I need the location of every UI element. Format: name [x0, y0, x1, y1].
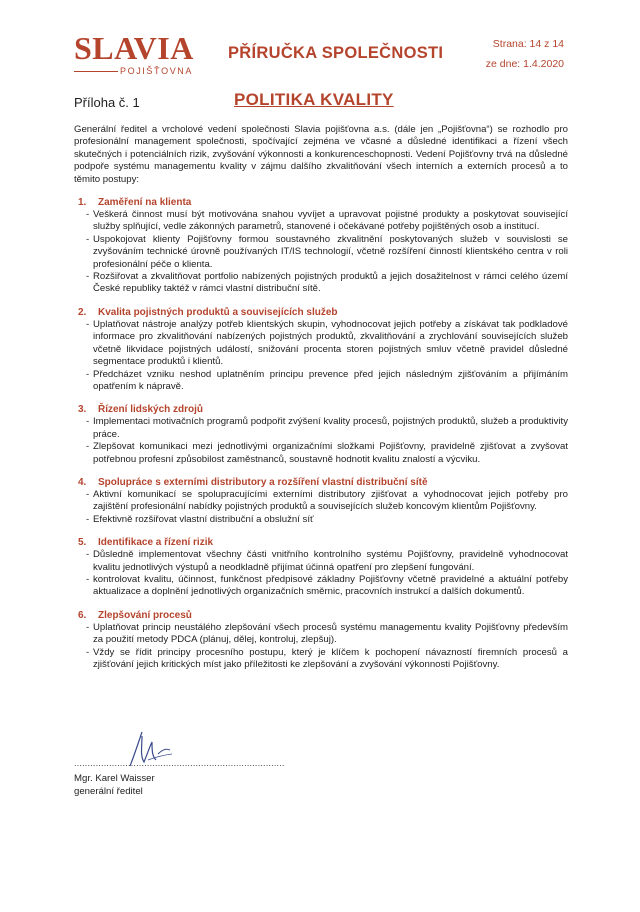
policy-section — [74, 609, 568, 672]
section-title: Spolupráce s externími distributory a rozšíření vlastní distribuční sítě — [98, 476, 428, 488]
section-number: 2. — [78, 306, 87, 318]
section-heading — [74, 196, 568, 209]
signature-line: .............................................................................. — [74, 758, 285, 768]
section-items — [74, 622, 568, 672]
list-item: - Uplatňovat nástroje analýzy potřeb klientských skupin, vyhodnocovat jejich potřeby a získávat tak podkladové informace pro zkvalitňování nabízených pojistných produktů, zkvalitňování a zrychlování souvisejících služeb včetně likvidace pojistných událostí, snižování procenta storen pojistných smluv včetně pravidel důsledné segmentace produktů i klientů. — [74, 319, 568, 369]
section-number: 5. — [78, 537, 87, 549]
list-item: - Vždy se řídit principy procesního postupu, který je klíčem k pochopení návazností firemních procesů a zjišťování jejich kritických míst jako příležitosti ke zlepšování a zvyšování výkonnosti Pojišťovny. — [74, 647, 568, 672]
section-number: 4. — [78, 476, 87, 488]
section-heading — [74, 403, 568, 416]
list-item: - Rozšiřovat a zkvalitňovat portfolio nabízených pojistných produktů a jejich dosažitelnost v rámci celého území České republiky taktéž v rámci vlastní distribuční sítě. — [74, 271, 568, 296]
section-number: 1. — [78, 197, 87, 209]
section-items — [74, 209, 568, 296]
section-items — [74, 489, 568, 526]
list-item: - Implementaci motivačních programů podpořit zvýšení kvality procesů, pojistných produktů, služeb a produktivity práce. — [74, 416, 568, 441]
section-title: Zlepšování procesů — [98, 609, 192, 621]
list-item: - Aktivní komunikací se spolupracujícími externími distributory zjišťovat a vyhodnocovat jejich potřeby pro zajištění profesionální nabídky pojistných produktů a souvisejících služeb koncovým klientům Pojišťovny. — [74, 489, 568, 514]
section-heading — [74, 536, 568, 549]
list-item: - Zlepšovat komunikaci mezi jednotlivými organizačními složkami Pojišťovny, pravidelně zjišťovat a zvyšovat potřebnou profesní způsobilost zaměstnanců, soustavně hodnotit kvalitu znalostí a výcviku. — [74, 441, 568, 466]
policy-sections — [74, 196, 568, 671]
policy-section — [74, 536, 568, 599]
signer-block — [74, 772, 155, 798]
section-items — [74, 319, 568, 393]
section-heading — [74, 609, 568, 622]
intro-paragraph: Generální ředitel a vrcholové vedení společnosti Slavia pojišťovna a.s. (dále jen „Pojišťovna“) se rozhodlo pro profesionální management společnosti, spočívající zejména ve včasné a důsledné identifikaci a řízení všech skutečných i potenciálních rizik, zvyšování výkonnosti a konkurenceschopnosti. Vedení Pojišťovny trvá na důsledné podpoře systému managementu kvality v zájmu dalšího zkvalitňování všech interních a externích procesů a to těmito postupy: — [74, 124, 568, 185]
logo-subtitle — [74, 65, 194, 77]
logo-rule — [74, 71, 118, 72]
signer-role: generální ředitel — [74, 786, 143, 797]
list-item: - kontrolovat kvalitu, účinnost, funkčnost předpisové základny Pojišťovny včetně pravidelné a aktuální potřeby aktualizace a doplnění jednotlivých organizačních směrnic, pracovních instrukcí a dalších dokumentů. — [74, 574, 568, 599]
policy-section — [74, 476, 568, 526]
section-title: Identifikace a řízení rizik — [98, 537, 214, 549]
section-heading — [74, 306, 568, 319]
logo-subtitle-text: POJIŠŤOVNA — [120, 66, 194, 76]
list-item: - Efektivně rozšiřovat vlastní distribuční a obslužní síť — [74, 514, 568, 526]
section-number: 6. — [78, 609, 87, 621]
list-item: - Uplatňovat princip neustálého zlepšování všech procesů systému managementu kvality Pojišťovny především za použití metody PDCA (plánuj, dělej, kontroluj, zlepšuj). — [74, 622, 568, 647]
section-title: Kvalita pojistných produktů a souvisejících služeb — [98, 306, 338, 318]
list-item: - Důsledně implementovat všechny části vnitřního kontrolního systému Pojišťovny, pravidelně vyhodnocovat kvalitu jednotlivých výstupů a neodkladně přijímat účinná opatření pro zlepšení fungování. — [74, 549, 568, 574]
page-number: Strana: 14 z 14 — [492, 38, 564, 50]
policy-section — [74, 196, 568, 296]
document-date: ze dne: 1.4.2020 — [485, 58, 564, 70]
policy-section — [74, 306, 568, 393]
section-title: Řízení lidských zdrojů — [98, 404, 204, 416]
section-items — [74, 416, 568, 466]
list-item: - Předcházet vzniku neshod uplatněním principu prevence před jejich následným zjišťováním a přijímáním opatřením k nápravě. — [74, 369, 568, 394]
section-items — [74, 549, 568, 599]
section-number: 3. — [78, 404, 87, 416]
section-heading — [74, 476, 568, 489]
document-body — [74, 124, 568, 681]
policy-title: POLITIKA KVALITY — [234, 90, 394, 109]
section-title: Zaměření na klienta — [98, 197, 192, 209]
signer-name: Mgr. Karel Waisser — [74, 773, 155, 784]
policy-section — [74, 403, 568, 466]
list-item: - Uspokojovat klienty Pojišťovny formou soustavného zkvalitnění poskytovaných služeb v souvislosti se zvyšováním technické úrovně používaných IT/IS technologií, včetně rozšíření činností klientského centra v roli profesionální péče o klienta. — [74, 234, 568, 271]
company-logo — [74, 31, 194, 77]
list-item: - Veškerá činnost musí být motivována snahou vyvíjet a upravovat pojistné produkty a poskytovat související služby splňující, vedle zákonných parametrů, stanovené i očekávané potřeby pojištěných osob a institucí. — [74, 209, 568, 234]
document-title: PŘÍRUČKA SPOLEČNOSTI — [228, 44, 444, 62]
logo-wordmark: SLAVIA — [74, 30, 194, 66]
appendix-label: Příloha č. 1 — [74, 95, 140, 110]
